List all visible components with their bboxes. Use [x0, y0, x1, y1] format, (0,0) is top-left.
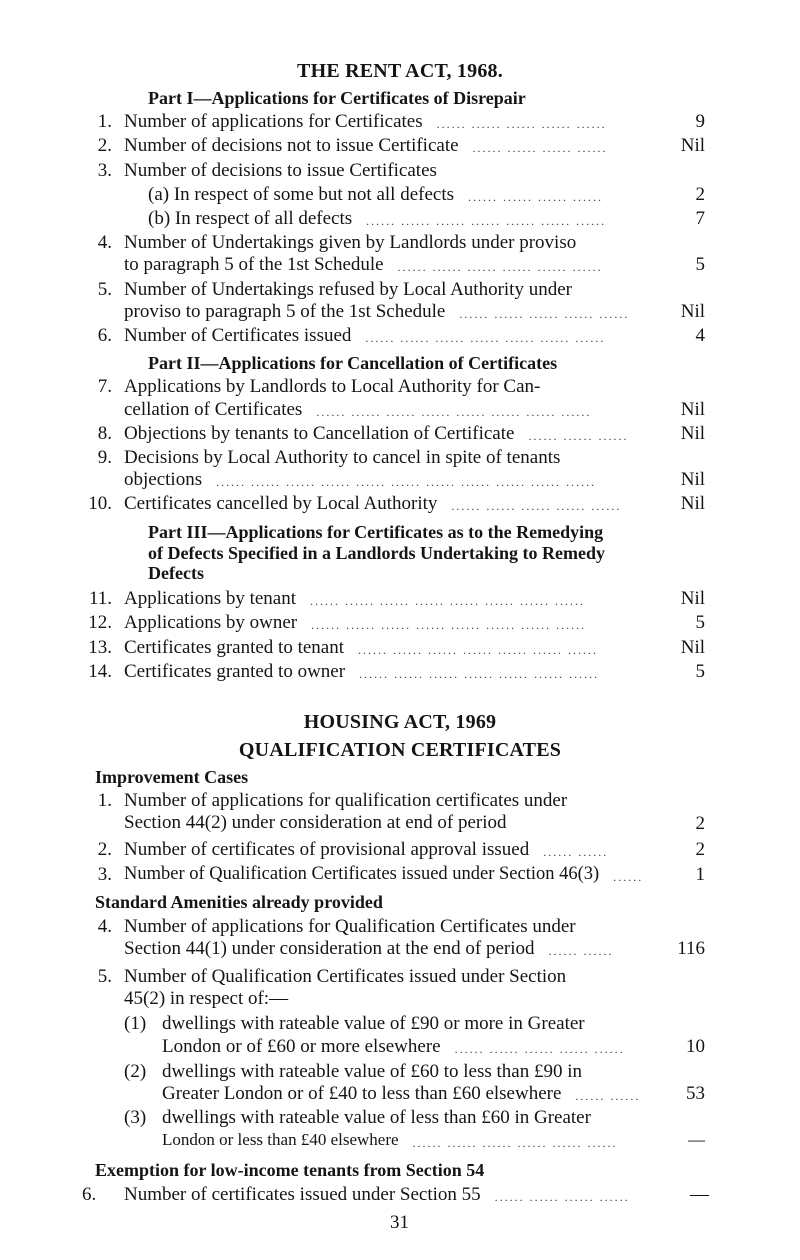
- item-value: —: [690, 1184, 709, 1205]
- item-number: 2.: [97, 135, 112, 156]
- item-text: Greater London or of £40 to less than £60 elsewhere: [162, 1083, 562, 1104]
- item-text: cellation of Certificates: [124, 399, 303, 420]
- item-number: 5.: [97, 279, 112, 300]
- item-number: 4.: [97, 916, 112, 937]
- item-number: 13.: [88, 637, 112, 658]
- item-text: Number of applications for Certificates: [124, 111, 423, 132]
- dot-leader: ...... ...... ...... ...... ...... ...... ......: [366, 214, 607, 228]
- dot-leader: ...... ...... ...... ...... ...... ......: [397, 260, 603, 274]
- item-value: —: [688, 1130, 705, 1149]
- dot-leader: ...... ......: [548, 944, 614, 958]
- item-text: Certificates cancelled by Local Authority: [124, 493, 438, 514]
- item-value: 1: [695, 864, 705, 885]
- improvement-heading: Improvement Cases: [95, 767, 249, 787]
- dot-leader: ...... ...... ...... ...... ...... ...... ......: [365, 331, 606, 345]
- dot-leader: ...... ...... ...... ...... ......: [451, 499, 622, 513]
- item-value: 2: [695, 839, 705, 860]
- dot-leader: ...... ...... ...... ...... ...... ......: [412, 1136, 618, 1150]
- item-text: Number of decisions to issue Certificates: [124, 160, 437, 181]
- item-number: 11.: [88, 588, 112, 609]
- title-rent-act: THE RENT ACT, 1968.: [297, 60, 503, 82]
- item-text: Applications by owner: [124, 612, 298, 633]
- item-number: 9.: [97, 447, 112, 468]
- item-number: 14.: [88, 661, 112, 682]
- dot-leader: ...... ...... ...... ...... ...... ...... ......: [359, 667, 600, 681]
- item-text: Number of decisions not to issue Certificate: [124, 135, 459, 156]
- item-value: Nil: [680, 135, 705, 156]
- title-housing-act: HOUSING ACT, 1969: [303, 711, 497, 733]
- dot-leader: ...... ......: [543, 845, 609, 859]
- dot-leader: ...... ...... ...... ......: [472, 141, 608, 155]
- item-number: (3): [124, 1107, 147, 1128]
- item-text: Applications by Landlords to Local Authority for Can-: [124, 376, 541, 397]
- item-value: Nil: [680, 423, 705, 444]
- item-number: 3.: [97, 864, 112, 885]
- item-text: dwellings with rateable value of less than £60 in Greater: [162, 1107, 591, 1128]
- item-value: 2: [695, 813, 705, 834]
- item-value: Nil: [680, 637, 705, 658]
- item-number: 10.: [88, 493, 112, 514]
- exemption-block: [0, 1160, 709, 1250]
- item-value: Nil: [680, 588, 705, 609]
- item-number: 4.: [97, 232, 112, 253]
- item-number: 2.: [97, 839, 112, 860]
- part1-heading: Part I—Applications for Certificates of Disrepair: [148, 88, 526, 108]
- item-number: (1): [124, 1013, 147, 1034]
- part3-heading: of Defects Specified in a Landlords Undertaking to Remedy: [148, 543, 605, 563]
- dot-leader: ...... ...... ......: [528, 429, 629, 443]
- item-number: 5.: [97, 966, 112, 987]
- item-value: Nil: [680, 399, 705, 420]
- item-number: 1.: [97, 790, 112, 811]
- item-text: proviso to paragraph 5 of the 1st Schedule: [124, 301, 446, 322]
- item-text: London or less than £40 elsewhere: [162, 1130, 399, 1149]
- item-value: 53: [686, 1083, 705, 1104]
- item-value: 4: [695, 325, 705, 346]
- item-text: Number of certificates issued under Section 55: [124, 1184, 481, 1205]
- item-text: dwellings with rateable value of £60 to less than £90 in: [162, 1061, 583, 1082]
- item-text: Section 44(1) under consideration at the end of period: [124, 938, 535, 959]
- item-text: Number of certificates of provisional approval issued: [124, 839, 530, 860]
- dot-leader: ...... ...... ...... ......: [468, 190, 603, 204]
- item-text: (a) In respect of some but not all defects: [148, 184, 454, 205]
- title-qualification: QUALIFICATION CERTIFICATES: [238, 739, 562, 761]
- item-text: Decisions by Local Authority to cancel in spite of tenants: [124, 447, 561, 468]
- item-number: 1.: [97, 111, 112, 132]
- item-text: Number of applications for Qualification Certificates under: [124, 916, 576, 937]
- dot-leader: ...... ...... ...... ...... ...... ...... ...... ......: [311, 618, 587, 632]
- item-text: Number of Qualification Certificates issued under Section 46(3): [124, 864, 600, 884]
- dot-leader: ...... ...... ...... ......: [494, 1190, 630, 1204]
- item-value: 10: [686, 1036, 705, 1057]
- item-number: 6.: [97, 325, 112, 346]
- dot-leader: ...... ...... ...... ...... ...... ...... ...... ...... ...... ...... ......: [216, 475, 597, 489]
- item-text: (b) In respect of all defects: [148, 208, 353, 229]
- item-text: Applications by tenant: [124, 588, 297, 609]
- item-text: objections: [124, 469, 203, 490]
- part3-heading: Part III—Applications for Certificates as to the Remedying: [148, 522, 604, 542]
- item-value: 9: [695, 111, 705, 132]
- item-number: 7.: [97, 376, 112, 397]
- item-text: Number of Qualification Certificates issued under Section: [124, 966, 567, 987]
- item-text: Number of Undertakings refused by Local Authority under: [124, 279, 572, 300]
- standard-heading: Standard Amenities already provided: [95, 892, 383, 912]
- item-number: 6.: [82, 1184, 97, 1205]
- item-value: 5: [695, 661, 705, 682]
- item-number: 12.: [88, 612, 112, 633]
- item-text: Certificates granted to tenant: [124, 637, 344, 658]
- item-value: 5: [695, 612, 705, 633]
- dot-leader: ...... ...... ...... ...... ......: [459, 307, 630, 321]
- item-number: 3.: [97, 160, 112, 181]
- item-text: London or of £60 or more elsewhere: [162, 1036, 441, 1057]
- item-value: Nil: [680, 469, 705, 490]
- item-text: dwellings with rateable value of £90 or more in Greater: [162, 1013, 585, 1034]
- item-text: to paragraph 5 of the 1st Schedule: [124, 254, 384, 275]
- item-number: 8.: [97, 423, 112, 444]
- dot-leader: ...... ...... ...... ...... ...... ...... ...... ......: [316, 405, 592, 419]
- item-text: Number of Undertakings given by Landlords under proviso: [124, 232, 577, 253]
- part2-heading: Part II—Applications for Cancellation of Certificates: [148, 353, 558, 373]
- item-text: Number of Certificates issued: [124, 325, 352, 346]
- dot-leader: ...... ...... ...... ...... ......: [436, 117, 607, 131]
- item-text: Certificates granted to owner: [124, 661, 346, 682]
- dot-leader: ...... ......: [575, 1089, 641, 1103]
- dot-leader: ......: [613, 870, 644, 884]
- item-text: 45(2) in respect of:—: [124, 988, 289, 1009]
- item-value: 5: [695, 254, 705, 275]
- dot-leader: ...... ...... ...... ...... ......: [454, 1042, 625, 1056]
- item-value: 116: [677, 938, 705, 959]
- exemption-heading: Exemption for low-income tenants from Section 54: [95, 1160, 485, 1180]
- dot-leader: ...... ...... ...... ...... ...... ...... ...... ......: [310, 594, 586, 608]
- item-text: Objections by tenants to Cancellation of Certificate: [124, 423, 515, 444]
- item-text: Number of applications for qualification certificates under: [124, 790, 568, 811]
- item-value: Nil: [680, 493, 705, 514]
- item-text: Section 44(2) under consideration at end of period: [124, 812, 507, 833]
- page-number: 31: [390, 1212, 409, 1233]
- part3-heading: Defects: [148, 563, 204, 583]
- item-value: Nil: [680, 301, 705, 322]
- item-value: 7: [695, 208, 705, 229]
- item-number: (2): [124, 1061, 147, 1082]
- dot-leader: ...... ...... ...... ...... ...... ...... ......: [358, 643, 598, 657]
- item-value: 2: [695, 184, 705, 205]
